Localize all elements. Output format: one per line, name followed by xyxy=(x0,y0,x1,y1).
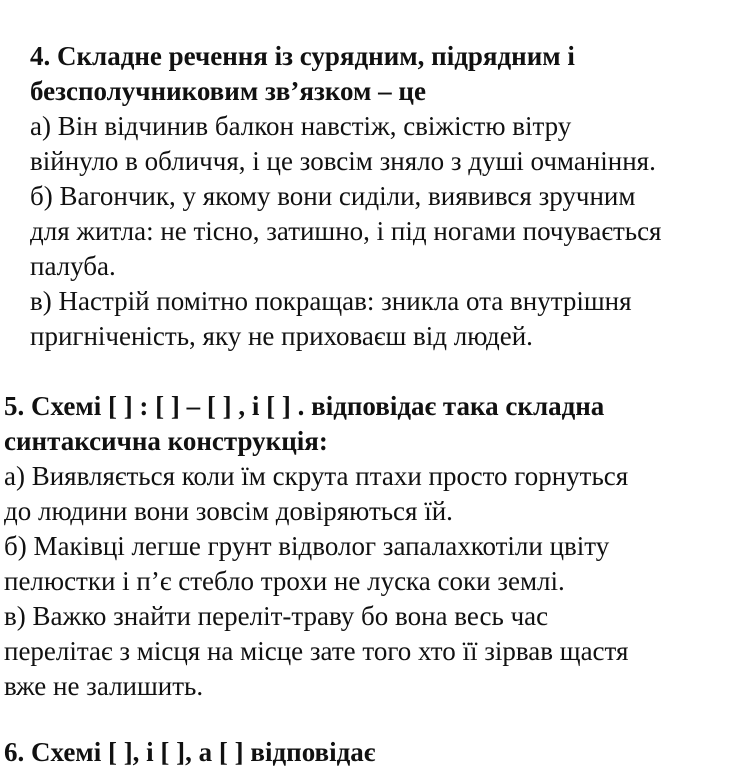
question-6 xyxy=(4,735,375,770)
question-5 xyxy=(4,389,628,704)
option-line: б) Маківці легше грунт відволог запалахкотіли цвіту xyxy=(4,531,610,561)
option-line: а) Він відчинив балкон навстіж, свіжістю вітру xyxy=(30,111,572,141)
question-title-line: 4. Складне речення із сурядним, підрядним і xyxy=(30,41,575,71)
option-line: вже не залишить. xyxy=(4,671,204,701)
question-title-line: 5. Схемі [ ] : [ ] – [ ] , і [ ] . відповідає така складна xyxy=(4,391,605,421)
option-line: для житла: не тісно, затишно, і під ногами почувається xyxy=(30,216,662,246)
option-line: палуба. xyxy=(30,251,116,281)
option-line: пелюстки і п’є стебло трохи не луска соки землі. xyxy=(4,566,565,596)
question-title-line: синтаксична конструкція: xyxy=(4,426,328,456)
option-line: а) Виявляється коли їм скрута птахи просто горнуться xyxy=(4,461,629,491)
question-4 xyxy=(30,39,661,354)
question-title-line: безсполучниковим зв’язком – це xyxy=(30,76,426,106)
option-line: в) Важко знайти переліт-траву бо вона весь час xyxy=(4,601,549,631)
option-line: перелітає з місця на місце зате того хто її зірвав щастя xyxy=(4,636,629,666)
option-line: до людини вони зовсім довіряються їй. xyxy=(4,496,453,526)
question-title-line: 6. Схемі [ ], і [ ], а [ ] відповідає xyxy=(4,737,376,767)
option-line: війнуло в обличчя, і це зовсім зняло з душі очманіння. xyxy=(30,146,656,176)
option-line: б) Вагончик, у якому вони сиділи, виявився зручним xyxy=(30,181,636,211)
option-line: в) Настрій помітно покращав: зникла ота внутрішня xyxy=(30,286,632,316)
option-line: пригніченість, яку не приховаєш від людей. xyxy=(30,321,533,351)
